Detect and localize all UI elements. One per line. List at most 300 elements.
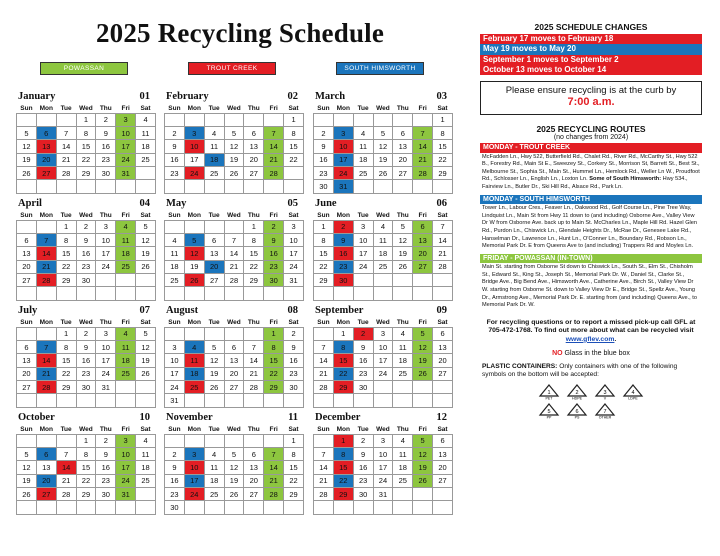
month-number: 10 [139, 412, 150, 423]
day-cell: 29 [76, 167, 96, 180]
day-cell: 3 [165, 340, 185, 353]
day-cell: 17 [353, 247, 373, 260]
month-name: December [315, 412, 361, 423]
day-cell [116, 287, 136, 300]
day-cell: 14 [433, 233, 453, 246]
day-cell: 4 [353, 126, 373, 139]
day-cell: 18 [116, 247, 136, 260]
day-cell: 19 [17, 153, 37, 166]
day-cell [165, 287, 185, 300]
day-cell: 14 [314, 354, 334, 367]
weekday-label: Wed [227, 211, 241, 219]
weekday-label: Sun [168, 104, 181, 112]
day-cell [433, 274, 453, 287]
recycle-symbol-icon [538, 403, 560, 419]
day-cell: 21 [56, 153, 76, 166]
weekday-label: Mon [336, 425, 350, 433]
day-cell: 8 [314, 233, 334, 246]
day-cell [36, 180, 56, 193]
month-number: 08 [287, 305, 298, 316]
day-cell [184, 113, 204, 126]
day-cell [353, 180, 373, 193]
day-cell: 16 [314, 153, 334, 166]
day-cell: 17 [373, 354, 393, 367]
day-cell [314, 394, 334, 407]
day-cell: 21 [36, 367, 56, 380]
curb-notice [480, 81, 702, 115]
day-cell: 18 [393, 354, 413, 367]
weekday-label: Wed [227, 425, 241, 433]
month-name: April [18, 198, 42, 209]
day-cell: 26 [224, 488, 244, 501]
weekday-label: Thu [396, 318, 409, 326]
day-cell: 12 [224, 140, 244, 153]
day-cell [373, 381, 393, 394]
day-cell: 22 [284, 474, 304, 487]
day-cell [76, 394, 96, 407]
day-cell: 15 [314, 247, 334, 260]
day-cell [96, 394, 116, 407]
day-cell [373, 287, 393, 300]
day-cell [56, 113, 76, 126]
weekday-label: Wed [79, 104, 93, 112]
recycle-code: HDPE [572, 396, 582, 400]
day-cell: 2 [264, 220, 284, 233]
month-header [164, 411, 304, 425]
schedule-change-row: May 19 moves to May 20 [480, 44, 702, 54]
day-cell: 27 [244, 167, 264, 180]
day-cell: 22 [56, 367, 76, 380]
day-cell: 29 [56, 381, 76, 394]
weekday-label: Sat [437, 318, 448, 326]
day-cell [36, 220, 56, 233]
day-cell [393, 394, 413, 407]
day-cell: 13 [17, 247, 37, 260]
day-cell: 6 [244, 126, 264, 139]
route-text-powassan: Main St. starting from Osborne St down to Chiswick Ln., South St., Elm St., Chisholm St., Edward St., King St., Joseph St., Memorial Park Dr. W., Daniel St., Clarke St., Bridge Ave., Big Bend Ave., Himsworth Ave., Catherine Ave., Birch St., Valley View Dr W. starting from Osborne St. down to Valley View Dr E., Bridge St., Spellz Ave., Young Dr., Armstrong Ave., Memorial Park Dr. E. starting from (and including) Queens Ave., to Memorial Park Dr. W. [482, 264, 697, 309]
day-cell: 17 [116, 140, 136, 153]
weekday-label: Mon [39, 318, 53, 326]
day-cell: 20 [244, 153, 264, 166]
day-cell [264, 180, 284, 193]
day-cell [284, 394, 304, 407]
day-cell: 31 [165, 394, 185, 407]
day-cell [56, 287, 76, 300]
day-cell [393, 381, 413, 394]
day-cell: 17 [96, 247, 116, 260]
calendar-grid [16, 90, 464, 530]
day-cell [353, 113, 373, 126]
day-cell: 2 [353, 434, 373, 447]
day-cell: 1 [284, 434, 304, 447]
day-cell [17, 287, 37, 300]
day-cell [96, 180, 116, 193]
day-cell [284, 287, 304, 300]
day-cell: 11 [136, 447, 156, 460]
day-cell: 7 [314, 340, 334, 353]
weekday-label: Sun [168, 425, 181, 433]
day-cell: 8 [284, 126, 304, 139]
day-cell: 4 [393, 434, 413, 447]
month-header [16, 197, 156, 211]
day-cell: 5 [373, 126, 393, 139]
day-cell: 10 [116, 447, 136, 460]
month-name: January [18, 91, 56, 102]
month-grid [16, 211, 156, 301]
day-cell: 20 [17, 367, 37, 380]
day-cell [165, 327, 185, 340]
day-cell: 11 [393, 340, 413, 353]
day-cell: 24 [373, 367, 393, 380]
month-july [16, 304, 156, 408]
month-header [16, 304, 156, 318]
recycle-symbol-icon [594, 403, 616, 419]
day-cell [204, 327, 224, 340]
weekday-label: Fri [121, 318, 130, 326]
day-cell [136, 180, 156, 193]
day-cell: 11 [204, 461, 224, 474]
day-cell [244, 287, 264, 300]
day-cell: 17 [184, 474, 204, 487]
schedule-changes-title: 2025 SCHEDULE CHANGES [534, 22, 648, 32]
plastic-notice [480, 363, 702, 379]
curb-time: 7:00 a.m. [567, 96, 615, 109]
day-cell [165, 220, 185, 233]
day-cell [184, 501, 204, 514]
recycle-number: 4 [631, 389, 635, 396]
day-cell: 12 [413, 447, 433, 460]
day-cell: 7 [56, 126, 76, 139]
day-cell: 15 [76, 140, 96, 153]
day-cell: 29 [76, 488, 96, 501]
day-cell: 4 [116, 327, 136, 340]
day-cell [393, 488, 413, 501]
weekday-label: Sun [20, 318, 33, 326]
day-cell: 11 [184, 354, 204, 367]
day-cell: 7 [224, 233, 244, 246]
day-cell [56, 180, 76, 193]
day-cell: 25 [373, 260, 393, 273]
day-cell: 22 [433, 153, 453, 166]
day-cell: 28 [264, 167, 284, 180]
day-cell: 19 [373, 153, 393, 166]
day-cell: 28 [56, 488, 76, 501]
day-cell: 13 [433, 447, 453, 460]
day-cell [165, 113, 185, 126]
day-cell: 24 [116, 153, 136, 166]
day-cell: 4 [184, 340, 204, 353]
weekday-label: Mon [39, 104, 53, 112]
day-cell: 4 [393, 327, 413, 340]
day-cell: 11 [373, 233, 393, 246]
day-cell: 7 [56, 447, 76, 460]
day-cell: 14 [244, 354, 264, 367]
month-number: 02 [287, 91, 298, 102]
day-cell: 10 [353, 233, 373, 246]
plastic-label: PLASTIC CONTAINERS: [482, 363, 558, 371]
route-text-south-himsworth: Tower Ln., Labour Cres., Feaver Ln., Oakwood Rd., Golf Course Ln., Pine Tree Way, Lindquist Ln., Main St from Hwy 11 down to (and including) Osborne Ave., Valley View Dr W from Osborne Ave. back up to Main St. McCharles Ln., Maple Hill Rd. Hazel Glen Rd., Purdon Ln., Chiswick Ln., Glendale Heights Dr., McRae Dr., Genesee Lake Rd., Hanselman Dr., Lawrence Ln., Hunt Ln., O'Conner Ln., Boundary Rd., Robson Ln., Memorial Park Dr. E from Queens Ave to (and including) Trappers Rd and Moyles Ln. [482, 205, 698, 250]
day-cell: 1 [264, 327, 284, 340]
day-cell: 16 [76, 354, 96, 367]
weekday-label: Wed [376, 211, 390, 219]
route-streets: McFadden Ln., Hwy 522, Butterfield Rd., Chalet Rd., River Rd., McCarthy St., Hwy 522 B., Forestry Rd., Main St E., Sweezey St., Corkery St., Morrison St, Barrett St., Best St., Melbourne St., Sophia St., Main St., Hummel Ln., Hemlock Rd., Weller Ln W., Proudfoot Rd., Schlosser Ln., English Ln., Loxton Ln. [482, 153, 700, 183]
month-number: 09 [436, 305, 447, 316]
day-cell: 13 [36, 140, 56, 153]
day-cell: 9 [165, 461, 185, 474]
weekday-label: Thu [396, 425, 409, 433]
day-cell [373, 113, 393, 126]
day-cell: 19 [17, 474, 37, 487]
day-cell [244, 327, 264, 340]
contact-end: . [614, 335, 617, 343]
day-cell [136, 394, 156, 407]
day-cell: 13 [224, 354, 244, 367]
month-name: August [166, 305, 199, 316]
day-cell: 18 [204, 153, 224, 166]
day-cell: 14 [413, 140, 433, 153]
recycle-code: LDPE [628, 396, 638, 400]
month-header [313, 90, 453, 104]
day-cell [136, 501, 156, 514]
weekday-label: Fri [121, 211, 130, 219]
day-cell [224, 180, 244, 193]
day-cell: 22 [244, 260, 264, 273]
day-cell [165, 180, 185, 193]
weekday-label: Wed [79, 425, 93, 433]
day-cell: 20 [433, 354, 453, 367]
month-header [164, 90, 304, 104]
month-number: 06 [436, 198, 447, 209]
day-cell: 8 [433, 126, 453, 139]
day-cell [204, 113, 224, 126]
day-cell [433, 501, 453, 514]
day-cell: 20 [413, 247, 433, 260]
day-cell: 4 [165, 233, 185, 246]
day-cell: 23 [284, 367, 304, 380]
day-cell: 20 [244, 474, 264, 487]
day-cell: 1 [56, 220, 76, 233]
day-cell: 18 [393, 461, 413, 474]
gfl-website-link[interactable]: www.gflev.com [565, 335, 615, 343]
day-cell: 4 [136, 113, 156, 126]
month-header [164, 304, 304, 318]
weekday-label: Thu [247, 104, 260, 112]
day-cell: 24 [333, 167, 353, 180]
day-cell: 24 [373, 474, 393, 487]
day-cell [433, 180, 453, 193]
day-cell [17, 113, 37, 126]
day-cell [413, 501, 433, 514]
day-cell: 10 [96, 233, 116, 246]
day-cell: 11 [116, 340, 136, 353]
weekday-label: Wed [79, 211, 93, 219]
day-cell: 28 [56, 167, 76, 180]
contact-text: For recycling questions or to report a missed pick-up call GFL at 705-472-1768. To find out more about what can be recycled visit [486, 318, 696, 335]
day-cell [184, 287, 204, 300]
day-cell [224, 394, 244, 407]
day-cell: 31 [284, 274, 304, 287]
day-cell: 25 [393, 367, 413, 380]
weekday-label: Sat [140, 425, 151, 433]
legend-powassan: POWASSAN [40, 62, 128, 75]
day-cell: 11 [393, 447, 413, 460]
weekday-label: Sun [317, 425, 330, 433]
day-cell: 19 [393, 247, 413, 260]
day-cell: 26 [204, 381, 224, 394]
day-cell: 12 [17, 461, 37, 474]
day-cell: 20 [36, 153, 56, 166]
weekday-label: Wed [376, 318, 390, 326]
day-cell: 27 [433, 474, 453, 487]
day-cell: 14 [36, 354, 56, 367]
day-cell: 27 [224, 381, 244, 394]
day-cell: 16 [96, 140, 116, 153]
day-cell: 9 [353, 447, 373, 460]
day-cell: 15 [264, 354, 284, 367]
day-cell: 27 [433, 367, 453, 380]
day-cell [96, 274, 116, 287]
day-cell [136, 488, 156, 501]
day-cell: 26 [413, 474, 433, 487]
day-cell: 9 [76, 233, 96, 246]
day-cell: 7 [264, 126, 284, 139]
day-cell [36, 394, 56, 407]
day-cell: 3 [96, 220, 116, 233]
month-grid [164, 211, 304, 301]
day-cell: 2 [284, 327, 304, 340]
month-header [164, 197, 304, 211]
day-cell: 15 [333, 461, 353, 474]
day-cell: 5 [224, 126, 244, 139]
weekday-label: Thu [99, 211, 112, 219]
weekday-label: Thu [99, 318, 112, 326]
day-cell: 18 [136, 140, 156, 153]
day-cell: 16 [353, 461, 373, 474]
day-cell [264, 501, 284, 514]
day-cell: 25 [393, 474, 413, 487]
day-cell: 2 [76, 327, 96, 340]
day-cell: 26 [136, 260, 156, 273]
day-cell: 18 [116, 354, 136, 367]
day-cell [413, 488, 433, 501]
weekday-label: Thu [396, 211, 409, 219]
day-cell: 5 [136, 327, 156, 340]
day-cell: 6 [204, 233, 224, 246]
day-cell: 24 [184, 167, 204, 180]
route-header-trout-creek: MONDAY - TROUT CREEK [480, 143, 702, 153]
recycle-symbol-icon [566, 403, 588, 419]
route-header-powassan: FRIDAY - POWASSAN (IN-TOWN) [480, 254, 702, 264]
day-cell: 4 [373, 220, 393, 233]
day-cell: 1 [433, 113, 453, 126]
info-panel [480, 22, 702, 419]
day-cell: 14 [56, 140, 76, 153]
day-cell: 23 [353, 474, 373, 487]
day-cell: 10 [373, 340, 393, 353]
day-cell: 3 [284, 220, 304, 233]
curb-notice-text: Please ensure recycling is at the curb by [505, 85, 677, 97]
legend-south-himsworth: SOUTH HIMSWORTH [336, 62, 424, 75]
day-cell: 22 [284, 153, 304, 166]
day-cell: 15 [284, 140, 304, 153]
day-cell: 24 [165, 381, 185, 394]
day-cell: 15 [333, 354, 353, 367]
month-header [313, 411, 453, 425]
recycle-number: 3 [603, 389, 607, 396]
day-cell: 25 [116, 367, 136, 380]
day-cell: 25 [204, 167, 224, 180]
day-cell [224, 220, 244, 233]
day-cell: 1 [56, 327, 76, 340]
day-cell: 27 [204, 274, 224, 287]
day-cell: 16 [333, 247, 353, 260]
day-cell: 23 [76, 367, 96, 380]
weekday-label: Fri [269, 104, 278, 112]
day-cell: 20 [224, 367, 244, 380]
day-cell: 30 [76, 274, 96, 287]
day-cell: 8 [333, 340, 353, 353]
day-cell [204, 287, 224, 300]
day-cell: 27 [413, 260, 433, 273]
month-number: 04 [139, 198, 150, 209]
day-cell: 9 [333, 233, 353, 246]
month-header [16, 90, 156, 104]
day-cell [393, 113, 413, 126]
day-cell [17, 327, 37, 340]
weekday-label: Fri [269, 425, 278, 433]
month-november [164, 411, 304, 515]
day-cell: 7 [413, 126, 433, 139]
recycle-number: 5 [547, 408, 551, 415]
day-cell [393, 274, 413, 287]
day-cell: 9 [96, 447, 116, 460]
day-cell: 15 [433, 140, 453, 153]
day-cell [373, 501, 393, 514]
day-cell: 5 [393, 220, 413, 233]
day-cell: 24 [116, 474, 136, 487]
day-cell [333, 394, 353, 407]
day-cell: 28 [433, 260, 453, 273]
day-cell: 23 [96, 153, 116, 166]
day-cell [96, 287, 116, 300]
day-cell: 15 [56, 247, 76, 260]
day-cell: 1 [333, 434, 353, 447]
day-cell: 5 [204, 340, 224, 353]
day-cell: 17 [96, 354, 116, 367]
day-cell [17, 394, 37, 407]
day-cell [353, 501, 373, 514]
day-cell: 28 [224, 274, 244, 287]
weekday-label: Wed [376, 104, 390, 112]
day-cell: 10 [333, 140, 353, 153]
day-cell [413, 113, 433, 126]
day-cell: 30 [353, 381, 373, 394]
day-cell: 18 [204, 474, 224, 487]
weekday-label: Sun [317, 211, 330, 219]
day-cell [56, 394, 76, 407]
day-cell: 17 [333, 153, 353, 166]
recycle-code: PS [574, 415, 580, 419]
day-cell [116, 394, 136, 407]
day-cell: 13 [433, 340, 453, 353]
day-cell: 21 [224, 260, 244, 273]
recycle-number: 7 [603, 408, 607, 415]
day-cell [413, 287, 433, 300]
weekday-label: Sun [20, 104, 33, 112]
weekday-label: Sat [437, 104, 448, 112]
route-bold-label: Some of South Himsworth: [589, 176, 662, 183]
day-cell: 7 [314, 447, 334, 460]
